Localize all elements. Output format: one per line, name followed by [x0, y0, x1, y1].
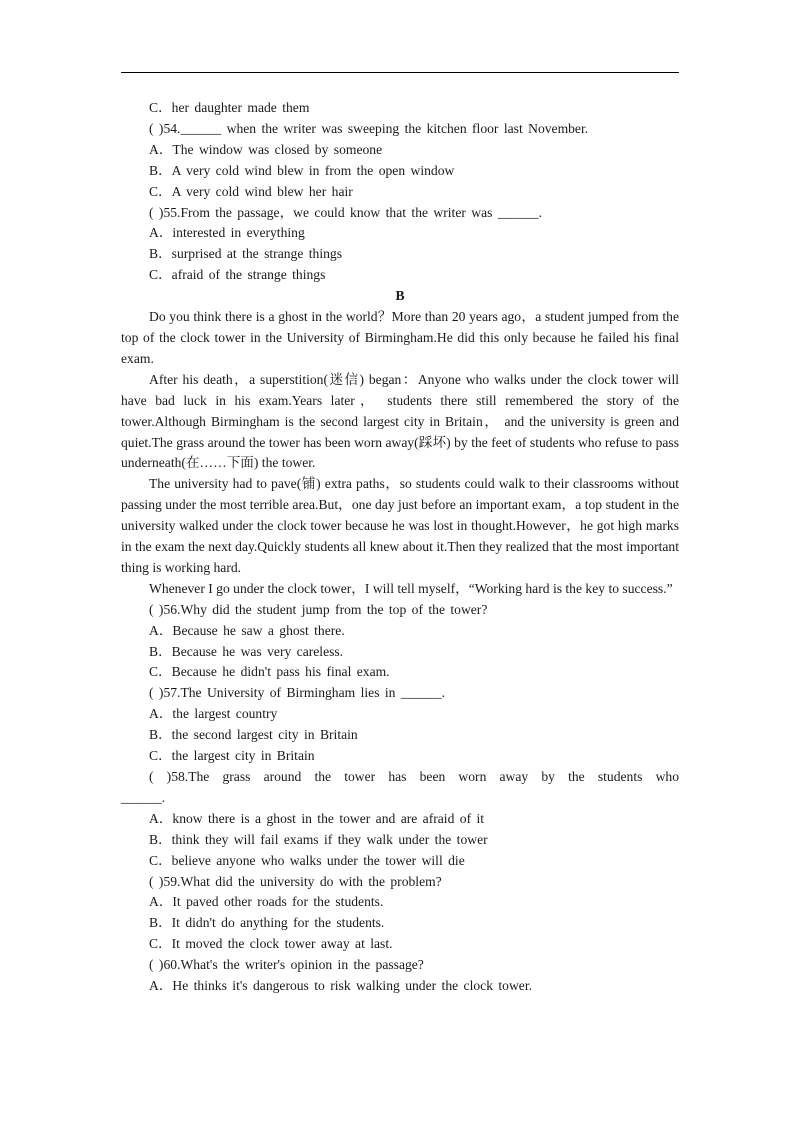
option-57-b: B．the second largest city in Britain — [149, 727, 358, 743]
question-54-stem: ( )54.______ when the writer was sweeping the kitchen floor last November. — [149, 120, 589, 136]
option-54-a: A．The window was closed by someone — [149, 141, 383, 157]
passage-paragraph-2: After his death，a superstition(迷信) began：Anyone who walks under the clock tower will have bad luck in his exam.Years later， students there still remembered the story of the tower.Although Birmingham is the second largest city in Britain， and the university is green and quiet.The grass around the tower has been worn away(踩坏) by the feet of students who refuse to pass underneath(在……下面) the tower. — [121, 371, 679, 471]
question-58-blank: ______. — [121, 789, 166, 805]
question-55-stem: ( )55.From the passage，we could know that the writer was ______. — [149, 204, 542, 220]
option-57-a: A．the largest country — [149, 706, 278, 722]
option-56-c: C．Because he didn't pass his final exam. — [149, 664, 390, 680]
question-59-stem: ( )59.What did the university do with the problem? — [149, 873, 442, 889]
option-54-c: C．A very cold wind blew her hair — [149, 183, 353, 199]
passage-paragraph-3: The university had to pave(铺) extra paths，so students could walk to their classrooms without passing under the most terrible area.But，one day just before an important exam，a top student in the university walked under the clock tower because he was lost in thought.However，he got high marks in the exam the next day.Quickly students all knew about it.Then they realized that the most important thing is working hard. — [121, 476, 679, 575]
option-56-a: A．Because he saw a ghost there. — [149, 622, 345, 638]
option-59-b: B．It didn't do anything for the students. — [149, 915, 385, 931]
option-58-c: C．believe anyone who walks under the tower will die — [149, 852, 465, 868]
question-58-stem: ( )58.The grass around the tower has been worn away by the students who — [149, 769, 679, 784]
option-55-c: C．afraid of the strange things — [149, 267, 326, 283]
question-60-stem: ( )60.What's the writer's opinion in the passage? — [149, 957, 424, 973]
option-60-a: A．He thinks it's dangerous to risk walking under the clock tower. — [149, 978, 532, 994]
option-59-a: A．It paved other roads for the students. — [149, 894, 384, 910]
exam-page — [121, 98, 679, 997]
option-56-b: B．Because he was very careless. — [149, 643, 344, 659]
section-title: B — [395, 288, 405, 304]
option-59-c: C．It moved the clock tower away at last. — [149, 936, 393, 952]
option-55-b: B．surprised at the strange things — [149, 246, 342, 262]
passage-paragraph-1: Do you think there is a ghost in the world？More than 20 years ago，a student jumped from the top of the clock tower in the University of Birmingham.He did this only because he failed his final exam. — [121, 309, 679, 366]
option-58-a: A．know there is a ghost in the tower and are afraid of it — [149, 810, 485, 826]
passage-paragraph-4: Whenever I go under the clock tower，I will tell myself，“Working hard is the key to success.” — [149, 580, 673, 596]
question-56-stem: ( )56.Why did the student jump from the top of the tower? — [149, 601, 488, 617]
option-55-a: A．interested in everything — [149, 225, 305, 241]
option-57-c: C．the largest city in Britain — [149, 748, 315, 764]
question-57-stem: ( )57.The University of Birmingham lies in ______. — [149, 685, 446, 701]
header-rule — [121, 72, 679, 73]
option-54-b: B．A very cold wind blew in from the open window — [149, 162, 455, 178]
option-58-b: B．think they will fail exams if they walk under the tower — [149, 831, 488, 847]
option-53-c: C．her daughter made them — [149, 100, 310, 115]
